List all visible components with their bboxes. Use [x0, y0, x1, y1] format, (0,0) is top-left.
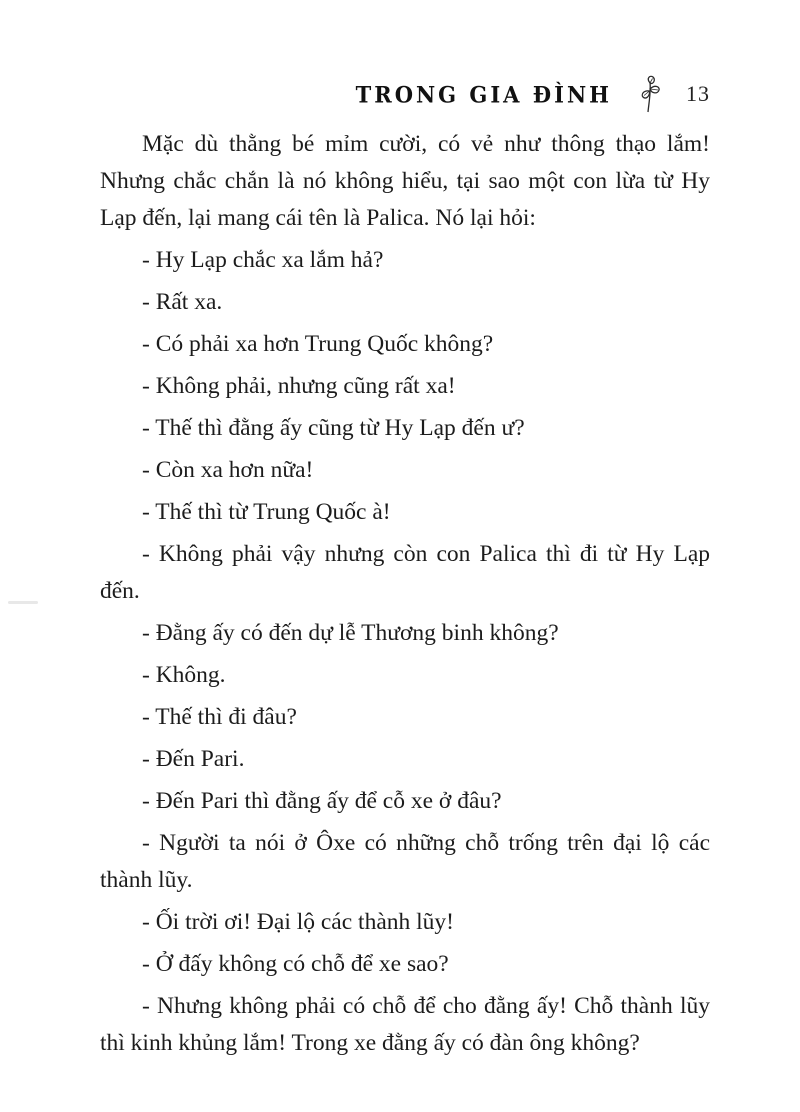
- dialogue-line: - Không phải, nhưng cũng rất xa!: [142, 373, 456, 399]
- dialogue-line: - Nhưng không phải có chỗ để cho đằng ấy! Chỗ thành lũy thì kinh khủng lắm! Trong xe đằng ấy có đàn ông không?: [100, 993, 710, 1056]
- dialogue-line: - Ối trời ơi! Đại lộ các thành lũy!: [142, 909, 454, 935]
- page-body: [100, 126, 710, 1067]
- dialogue-line: - Có phải xa hơn Trung Quốc không?: [142, 331, 494, 357]
- dialogue-line: - Hy Lạp chắc xa lắm hả?: [142, 247, 384, 273]
- dialogue-line: - Người ta nói ở Ôxe có những chỗ trống trên đại lộ các thành lũy.: [100, 830, 710, 893]
- dialogue-line: - Đến Pari thì đằng ấy để cỗ xe ở đâu?: [142, 788, 502, 814]
- page-header: [100, 74, 710, 114]
- page-number: 13: [686, 81, 710, 106]
- paragraph-narration: Mặc dù thằng bé mỉm cười, có vẻ như thông thạo lắm! Nhưng chắc chắn là nó không hiểu, tại sao một con lừa từ Hy Lạp đến, lại mang cái tên là Palica. Nó lại hỏi:: [100, 131, 710, 231]
- dialogue-line: - Ở đấy không có chỗ để xe sao?: [142, 951, 449, 977]
- dialogue-line: - Không phải vậy nhưng còn con Palica thì đi từ Hy Lạp đến.: [100, 541, 710, 604]
- dialogue-line: - Thế thì đằng ấy cũng từ Hy Lạp đến ư?: [142, 415, 525, 441]
- dialogue-line: - Còn xa hơn nữa!: [142, 457, 314, 483]
- dialogue-line: - Thế thì đi đâu?: [142, 704, 297, 730]
- dialogue-line: - Đằng ấy có đến dự lễ Thương binh không?: [142, 620, 559, 646]
- leaf-sprig-icon: [634, 74, 664, 114]
- dialogue-line: - Thế thì từ Trung Quốc à!: [142, 499, 391, 525]
- dialogue-line: - Đến Pari.: [142, 746, 245, 772]
- dialogue-line: - Rất xa.: [142, 289, 223, 315]
- dialogue-line: - Không.: [142, 662, 226, 688]
- running-title: TRONG GIA ĐÌNH: [355, 80, 612, 108]
- scan-artifact: [8, 601, 38, 604]
